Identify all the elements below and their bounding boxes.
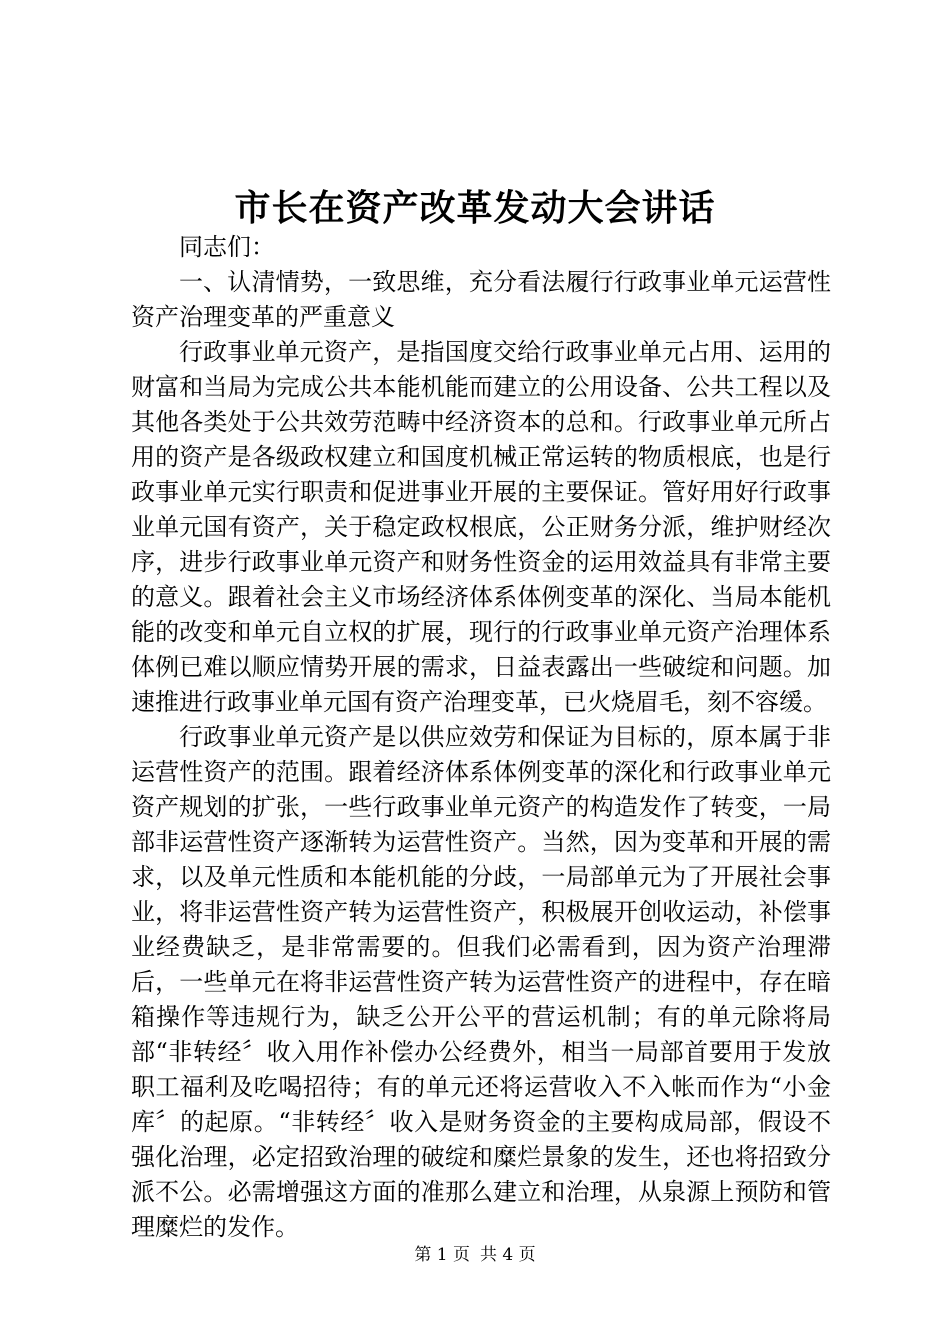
page-footer xyxy=(0,1243,950,1267)
section-heading-paragraph: 一、认清情势，一致思维，充分看法履行行政事业单元运营性资产治理变革的严重意义 xyxy=(131,268,831,331)
page-number: 第 1 页 xyxy=(414,1245,470,1265)
document-body xyxy=(131,230,831,1245)
salutation-paragraph: 同志们： xyxy=(179,233,275,261)
body-paragraph: 行政事业单元资产，是指国度交给行政事业单元占用、运用的财富和当局为完成公共本能机能而建立的公用设备、公共工程以及其他各类处于公共效劳范畴中经济资本的总和。行政事业单元所占用的资产是各级政权建立和国度机械正常运转的物质根底，也是行政事业单元实行职责和促进事业开展的主要保证。管好用好行政事业单元国有资产，关于稳定政权根底，公正财务分派，维护财经次序，进步行政事业单元资产和财务性资金的运用效益具有非常主要的意义。跟着社会主义市场经济体系体例变革的深化、当局本能机能的改变和单元自立权的扩展，现行的行政事业单元资产治理体系体例已难以顺应情势开展的需求，日益表露出一些破绽和问题。加速推进行政事业单元国有资产治理变革，已火烧眉毛，刻不容缓。 xyxy=(131,338,831,716)
document-title: 市长在资产改革发动大会讲话 xyxy=(234,187,716,229)
page-total: 共 4 页 xyxy=(480,1245,536,1265)
body-paragraph: 行政事业单元资产是以供应效劳和保证为目标的，原本属于非运营性资产的范围。跟着经济体系体例变革的深化和行政事业单元资产规划的扩张，一些行政事业单元资产的构造发作了转变，一局部非运营性资产逐渐转为运营性资产。当然，因为变革和开展的需求，以及单元性质和本能机能的分歧，一局部单元为了开展社会事业，将非运营性资产转为运营性资产，积极展开创收运动，补偿事业经费缺乏，是非常需要的。但我们必需看到，因为资产治理滞后，一些单元在将非运营性资产转为运营性资产的进程中，存在暗箱操作等违规行为，缺乏公开公平的营运机制；有的单元除将局部“非转经〞收入用作补偿办公经费外，相当一局部首要用于发放职工福利及吃喝招待；有的单元还将运营收入不入帐而作为“小金库〞的起原。“非转经〞收入是财务资金的主要构成局部，假设不强化治理，必定招致治理的破绽和糜烂景象的发生，还也将招致分派不公。必需增强这方面的准那么建立和治理，从泉源上预防和管理糜烂的发作。 xyxy=(131,723,831,1241)
